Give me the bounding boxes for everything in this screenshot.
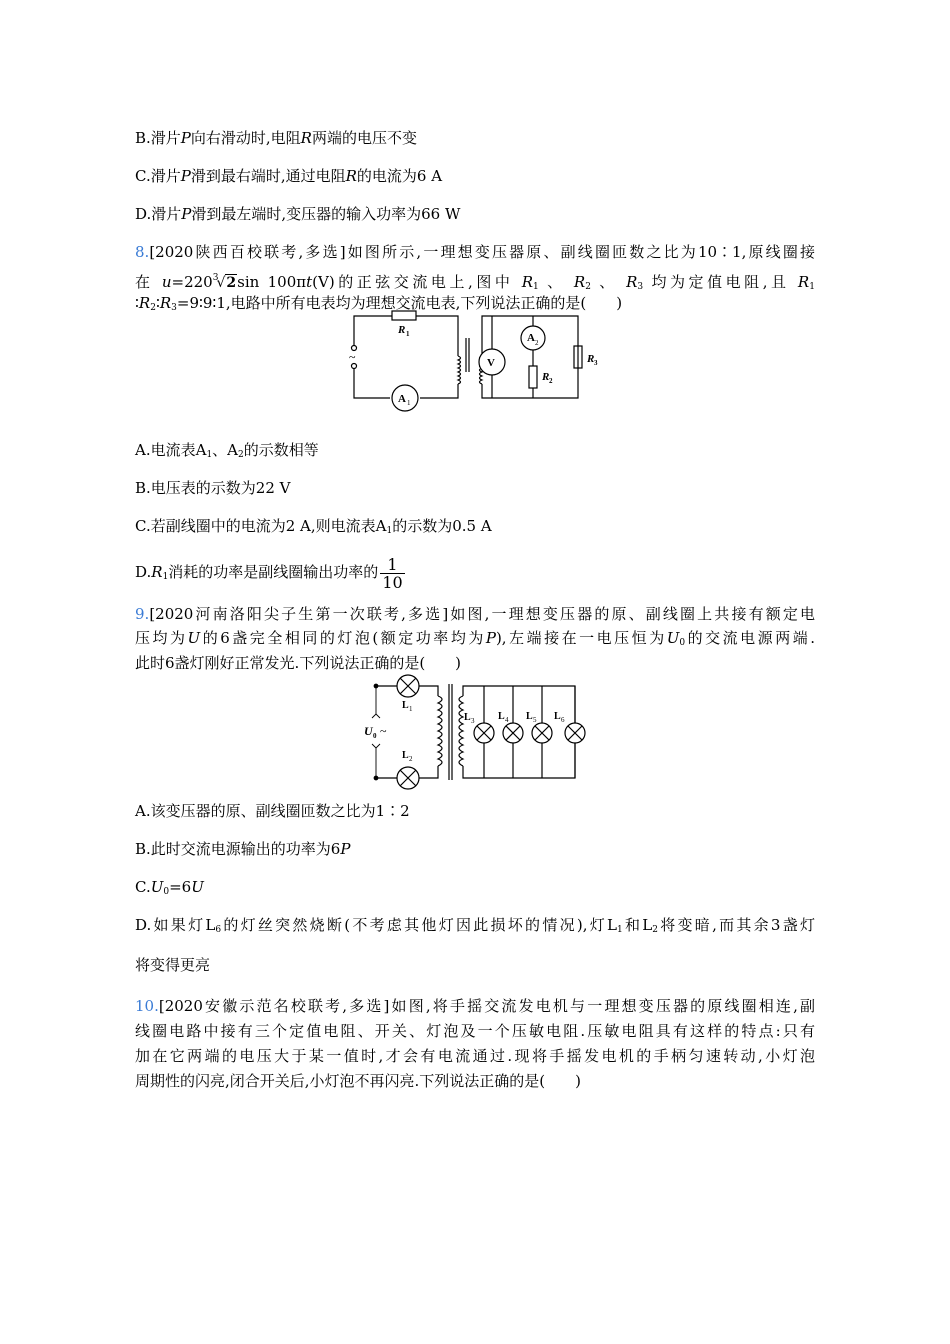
q10-stem-line2: 线圈电路中接有三个定值电阻、开关、灯泡及一个压敏电阻.压敏电阻具有这样的特点:只有 <box>135 1022 815 1040</box>
svg-text:1: 1 <box>407 399 411 407</box>
q9-number: 9. <box>135 605 150 623</box>
q9-option-c: $C.U_0=6U$ <box>135 878 204 897</box>
svg-text:2: 2 <box>409 755 413 763</box>
q7-option-b: B.滑片P向右滑动时,电阻R两端的电压不变 <box>135 129 417 147</box>
q10-stem-line4: 周期性的闪亮,闭合开关后,小灯泡不再闪亮.下列说法正确的是( ) <box>135 1072 582 1090</box>
svg-text:~: ~ <box>380 724 387 738</box>
q8-stem-line3: $∶R_2∶R_3=9∶9∶1$,电路中所有电表均为理想交流电表,下列说法正确的是( ) <box>135 294 623 313</box>
svg-text:1: 1 <box>409 705 413 713</box>
q8-stem-line1: 8.[2020陕西百校联考,多选]如图所示,一理想变压器原、副线圈匝数之比为10∶1,原线圈接 <box>135 243 815 261</box>
q9-stem-line2: 压均为U的6盏完全相同的灯泡(额定功率均为P),左端接在一电压恒为$U_0$的交流电源两端. <box>135 629 815 648</box>
svg-text:2: 2 <box>549 377 553 385</box>
q8-option-d: $D.R_1$消耗的功率是副线圈输出功率的 $\frac{1}{10}$ <box>135 554 403 592</box>
svg-text:3: 3 <box>594 359 598 367</box>
q10-stem-line1: 10.[2020安徽示范名校联考,多选]如图,将手摇交流发电机与一理想变压器的原线圈相连,副 <box>135 997 815 1015</box>
svg-text:4: 4 <box>505 716 509 724</box>
svg-text:L: L <box>498 711 505 722</box>
svg-text:L: L <box>402 700 409 711</box>
q9-option-a: A.该变压器的原、副线圈匝数之比为1∶2 <box>135 802 410 820</box>
cube-root-expression: $^3$√2 <box>212 273 237 291</box>
q7-option-d: D.滑片P滑到最左端时,变压器的输入功率为66 W <box>135 205 461 223</box>
svg-text:V: V <box>487 357 495 369</box>
q8-stem-line2: 在 $u=220^3√2\sin$ 100πt(V)的正弦交流电上,图中 $R_1$ 、 $R_2$ 、 $R_3$ 均为定值电阻,且 $R_1$ <box>135 268 815 293</box>
q7-option-c: C.滑片P滑到最右端时,通过电阻R的电流为6 A <box>135 167 443 185</box>
svg-text:5: 5 <box>533 716 537 724</box>
svg-text:~: ~ <box>349 350 356 364</box>
q8-option-c: C.若副线圈中的电流为2 A,则电流表$A_1$的示数为0.5 A <box>135 517 492 536</box>
q9-option-b: B.此时交流电源输出的功率为6P <box>135 840 351 858</box>
q9-circuit-diagram <box>360 674 590 788</box>
svg-text:L: L <box>526 711 533 722</box>
svg-text:A: A <box>527 332 535 344</box>
svg-text:L: L <box>554 711 561 722</box>
q8-option-a: A.电流表$A_1$、$A_2$的示数相等 <box>135 441 319 460</box>
svg-text:2: 2 <box>535 339 539 347</box>
fraction-one-tenth: $\frac{1}{10}$ <box>382 554 403 592</box>
q9-option-d-continued: 将变得更亮 <box>135 956 211 974</box>
q8-number: 8. <box>135 243 150 261</box>
q8-option-b: B.电压表的示数为22 V <box>135 479 291 497</box>
svg-text:R: R <box>542 371 550 383</box>
q10-number: 10. <box>135 997 159 1015</box>
q8-circuit-diagram <box>340 306 598 414</box>
svg-text:R: R <box>587 353 595 365</box>
q9-option-d: D.如果灯$L_6$的灯丝突然烧断(不考虑其他灯因此损坏的情况),灯$L_1$和$L_2$将变暗,而其余3盏灯 <box>135 916 816 935</box>
svg-text:L: L <box>402 750 409 761</box>
q9-stem-line3: 此时6盏灯刚好正常发光.下列说法正确的是( ) <box>135 654 462 672</box>
q9-stem-line1: 9.[2020河南洛阳尖子生第一次联考,多选]如图,一理想变压器的原、副线圈上共接有额定电 <box>135 605 815 623</box>
svg-text:0: 0 <box>373 732 377 740</box>
svg-text:U: U <box>364 724 373 738</box>
svg-text:A: A <box>398 393 406 405</box>
svg-text:6: 6 <box>561 716 565 724</box>
q10-stem-line3: 加在它两端的电压大于某一值时,才会有电流通过.现将手摇发电机的手柄匀速转动,小灯泡 <box>135 1047 815 1065</box>
svg-text:1: 1 <box>406 330 410 338</box>
svg-text:R: R <box>398 324 406 336</box>
svg-text:3: 3 <box>471 717 475 725</box>
svg-text:L: L <box>464 712 471 723</box>
